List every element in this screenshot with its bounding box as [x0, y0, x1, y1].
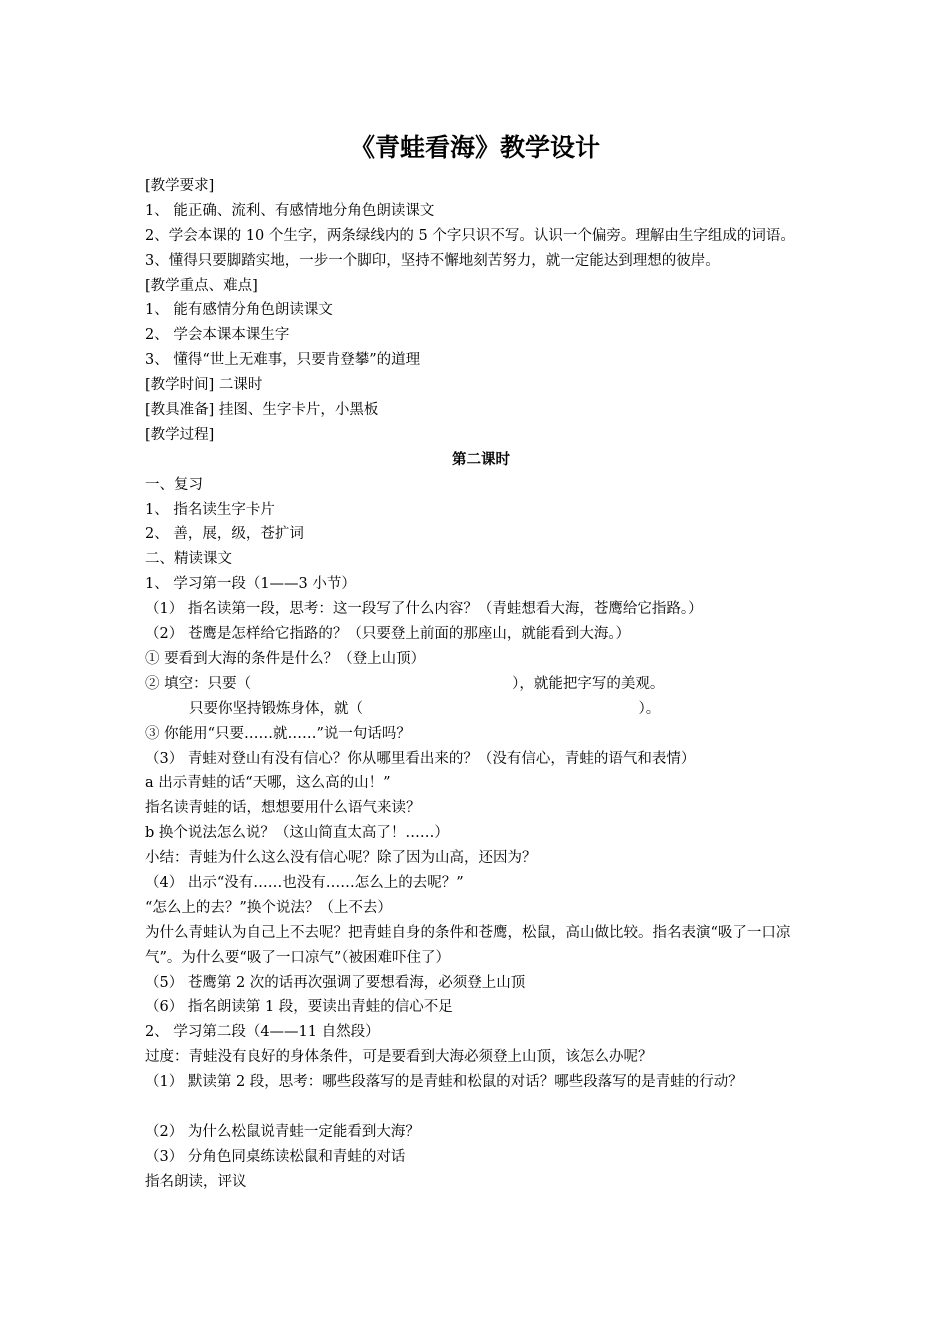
sub-step-item: （5） 苍鹰第 2 次的话再次强调了要想看海，必须登上山顶 [145, 974, 526, 991]
text-line: a 出示青蛙的话“天哪，这么高的山！” [145, 775, 391, 792]
text-line: 小结：青蛙为什么这么没有信心呢？除了因为山高，还因为？ [145, 850, 537, 867]
document-body [145, 174, 817, 1195]
sub-step-item: （1） 默读第 2 段，思考：哪些段落写的是青蛙和松鼠的对话？哪些段落写的是青蛙的行动？ [145, 1074, 743, 1091]
text-line: 为什么青蛙认为自己上不去呢？把青蛙自身的条件和苍鹰，松鼠，高山做比较。指名表演“吸了一口凉气”。为什么要“吸了一口凉气”（被困难吓住了） [145, 924, 791, 966]
question-item: ① 要看到大海的条件是什么？（登上山顶） [145, 650, 426, 667]
sub-step-item: （4） 出示“没有……也没有……怎么上的去呢？” [145, 874, 464, 891]
text-line: 过度：青蛙没有良好的身体条件，可是要看到大海必须登上山顶，该怎么办呢？ [145, 1049, 653, 1066]
sub-step-item: （3） 分角色同桌练读松鼠和青蛙的对话 [145, 1148, 406, 1165]
step-heading: 一、复习 [145, 476, 203, 493]
text-line: 指名读青蛙的话，想想要用什么语气来读？ [145, 800, 421, 817]
key-point-item: 1、 能有感情分角色朗读课文 [145, 302, 333, 319]
sub-step-item: （6） 指名朗读第 1 段，要读出青蛙的信心不足 [145, 999, 453, 1016]
teaching-materials: [教具准备] 挂图、生字卡片，小黑板 [145, 402, 379, 419]
step-item: 1、 指名读生字卡片 [145, 501, 275, 518]
requirement-item: 1、 能正确、流利、有感情地分角色朗读课文 [145, 202, 435, 219]
step-item: 2、 善，展，级，苍扩词 [145, 526, 304, 543]
step-item: 2、 学习第二段（4——11 自然段） [145, 1024, 380, 1041]
sub-step-item: （1） 指名读第一段，思考：这一段写了什么内容？（青蛙想看大海，苍鹰给它指路。） [145, 601, 703, 618]
requirement-item: 2、学会本课的 10 个生字，两条绿线内的 5 个字只识不写。认识一个偏旁。理解由生字组成的词语。 [145, 227, 795, 244]
text-line: “怎么上的去？”换个说法？（上不去） [145, 899, 392, 916]
section-heading-process: [教学过程] [145, 426, 215, 443]
sub-step-item: （3） 青蛙对登山有没有信心？你从哪里看出来的？（没有信心，青蛙的语气和表情） [145, 750, 696, 767]
lesson-subtitle: 第二课时 [452, 451, 510, 468]
document-title: 《青蛙看海》教学设计 [349, 133, 600, 162]
requirement-item: 3、懂得只要脚踏实地，一步一个脚印，坚持不懈地刻苦努力，就一定能达到理想的彼岸。 [145, 252, 720, 269]
key-point-item: 2、 学会本课本课生字 [145, 327, 290, 344]
blank-line [145, 1095, 817, 1120]
text-line: b 换个说法怎么说？（这山简直太高了！……） [145, 825, 449, 842]
step-item: 1、 学习第一段（1——3 小节） [145, 576, 356, 593]
fill-in-exercise: ② 填空：只要（ ），就能把字写的美观。 [145, 675, 665, 692]
sub-step-item: （2） 苍鹰是怎样给它指路的？（只要登上前面的那座山，就能看到大海。） [145, 626, 631, 643]
sub-step-item: （2） 为什么松鼠说青蛙一定能看到大海？ [145, 1123, 420, 1140]
key-point-item: 3、 懂得“世上无难事，只要肯登攀”的道理 [145, 352, 421, 369]
section-heading-requirements: [教学要求] [145, 178, 215, 194]
question-item: ③ 你能用“只要……就……”说一句话吗？ [145, 725, 411, 742]
teaching-time: [教学时间] 二课时 [145, 377, 263, 394]
text-line: 指名朗读，评议 [145, 1173, 247, 1190]
fill-in-exercise: 只要你坚持锻炼身体，就（ ）。 [189, 700, 661, 717]
section-heading-key-points: [教学重点、难点] [145, 277, 258, 294]
step-heading: 二、精读课文 [145, 551, 232, 568]
